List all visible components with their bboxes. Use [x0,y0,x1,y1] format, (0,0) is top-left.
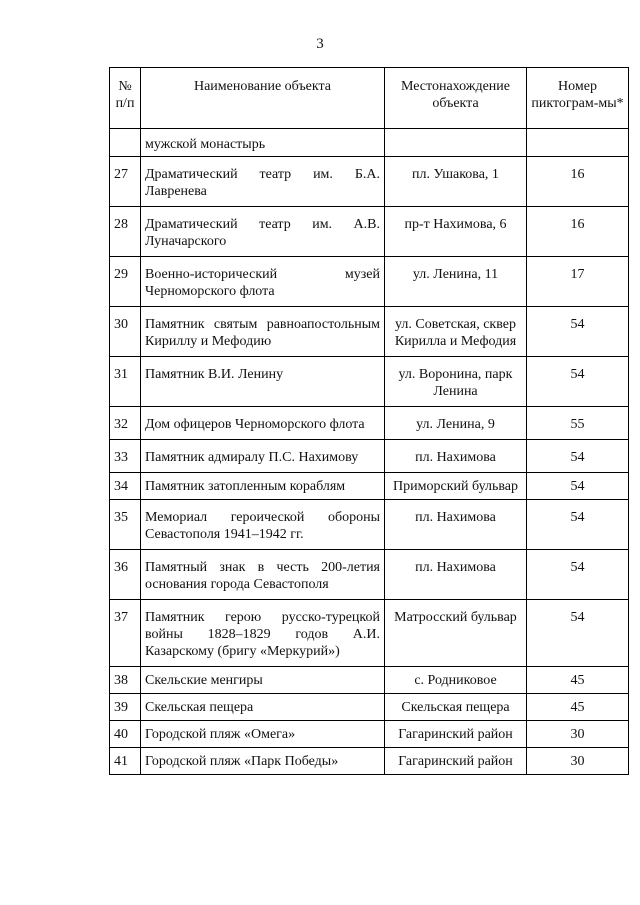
cell-pictogram: 45 [527,667,629,694]
cell-pictogram: 16 [527,207,629,257]
table-row [110,473,629,500]
cell-location: Скельская пещера [385,694,527,721]
cell-pictogram: 54 [527,307,629,357]
table-row [110,357,629,407]
cell-num: 36 [110,550,141,600]
cell-num: 27 [110,157,141,207]
cell-location: Гагаринский район [385,721,527,748]
cell-name: Памятник В.И. Ленину [141,357,385,407]
table-row [110,600,629,667]
cell-pictogram: 16 [527,157,629,207]
cell-location: Приморский бульвар [385,473,527,500]
table-row [110,207,629,257]
cell-pictogram: 54 [527,440,629,473]
table-row [110,407,629,440]
cell-location: ул. Ленина, 9 [385,407,527,440]
table-row [110,667,629,694]
cell-num: 34 [110,473,141,500]
cell-num: 30 [110,307,141,357]
cell-name: Драматический театр им. Б.А. Лавренева [141,157,385,207]
cell-location: пл. Нахимова [385,500,527,550]
cell-num: 32 [110,407,141,440]
cell-pictogram: 30 [527,748,629,775]
page-number: 3 [316,36,324,52]
cell-num: 38 [110,667,141,694]
cell-num: 29 [110,257,141,307]
table-row [110,440,629,473]
table-header-row [110,68,629,129]
cell-name: Памятник затопленным кораблям [141,473,385,500]
cell-pictogram: 54 [527,550,629,600]
cell-pictogram: 54 [527,473,629,500]
header-name: Наименование объекта [141,68,385,129]
cell-pictogram: 54 [527,600,629,667]
header-location: Местонахождение объекта [385,68,527,129]
cell-num: 40 [110,721,141,748]
cell-num [110,129,141,157]
cell-location: пр-т Нахимова, 6 [385,207,527,257]
cell-location: с. Родниковое [385,667,527,694]
cell-location: ул. Воронина, парк Ленина [385,357,527,407]
cell-num: 33 [110,440,141,473]
cell-num: 41 [110,748,141,775]
cell-location: ул. Ленина, 11 [385,257,527,307]
cell-pictogram: 30 [527,721,629,748]
cell-name: Мемориал героической обороны Севастополя 1941–1942 гг. [141,500,385,550]
cell-pictogram: 54 [527,357,629,407]
cell-name: Дом офицеров Черноморского флота [141,407,385,440]
cell-location: Гагаринский район [385,748,527,775]
cell-pictogram: 55 [527,407,629,440]
cell-num: 31 [110,357,141,407]
cell-name: Городской пляж «Омега» [141,721,385,748]
cell-name: Памятник адмиралу П.С. Нахимову [141,440,385,473]
cell-location: пл. Нахимова [385,550,527,600]
cell-name: Скельские менгиры [141,667,385,694]
cell-name: Памятный знак в честь 200-летия основания города Севастополя [141,550,385,600]
cell-location: пл. Ушакова, 1 [385,157,527,207]
cell-location: Матросский бульвар [385,600,527,667]
table-row [110,694,629,721]
cell-pictogram: 54 [527,500,629,550]
table-row [110,257,629,307]
cell-pictogram: 17 [527,257,629,307]
cell-location [385,129,527,157]
cell-num: 39 [110,694,141,721]
cell-pictogram: 45 [527,694,629,721]
cell-name: мужской монастырь [141,129,385,157]
objects-table [109,67,629,775]
cell-name: Городской пляж «Парк Победы» [141,748,385,775]
table-row-continuation [110,129,629,157]
cell-name: Драматический театр им. А.В. Луначарского [141,207,385,257]
table-row [110,748,629,775]
cell-location: ул. Советская, сквер Кирилла и Мефодия [385,307,527,357]
table-row [110,500,629,550]
header-pictogram: Номер пиктограм-мы* [527,68,629,129]
table-row [110,157,629,207]
cell-pictogram [527,129,629,157]
cell-name: Памятник герою русско-турецкой войны 1828–1829 годов А.И. Казарскому (бригу «Меркурий») [141,600,385,667]
header-num: № п/п [110,68,141,129]
cell-num: 28 [110,207,141,257]
table-row [110,550,629,600]
cell-location: пл. Нахимова [385,440,527,473]
cell-num: 37 [110,600,141,667]
cell-num: 35 [110,500,141,550]
table-row [110,307,629,357]
cell-name: Скельская пещера [141,694,385,721]
cell-name: Военно-исторический музей Черноморского флота [141,257,385,307]
table-row [110,721,629,748]
cell-name: Памятник святым равноапостольным Кириллу и Мефодию [141,307,385,357]
